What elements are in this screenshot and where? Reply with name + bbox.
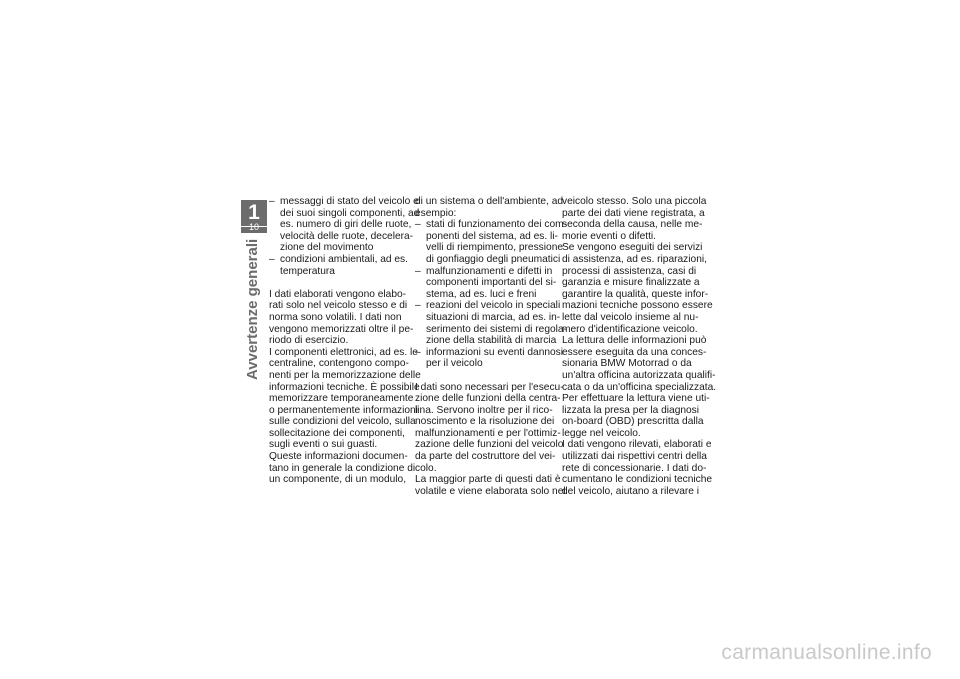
- bullet-line: – condizioni ambientali, ad es.: [269, 254, 417, 266]
- text-column-3: [562, 196, 717, 497]
- chapter-number: 1: [248, 201, 260, 224]
- text-line: di assistenza, ad es. riparazioni,: [562, 253, 707, 265]
- text-line: cumentano le condizioni tecniche: [562, 474, 713, 486]
- text-line: del veicolo, aiutano a rilevare i: [562, 485, 700, 497]
- text-line: colo.: [415, 462, 437, 474]
- text-line: La maggior parte di questi dati è: [415, 474, 561, 486]
- text-line: da parte del costruttore del vei-: [415, 451, 556, 463]
- bullet-line: – informazioni su eventi dannosi: [415, 347, 563, 359]
- text-line: un componente, di un modulo,: [269, 474, 407, 486]
- text-line: stema, ad es. luci e freni: [426, 288, 537, 300]
- text-line: temperatura: [280, 265, 335, 277]
- text-line: veicolo stesso. Solo una piccola: [562, 196, 707, 207]
- text-line: es. numero di giri delle ruote,: [280, 219, 412, 231]
- text-line: I dati vengono rilevati, elaborati e: [562, 439, 712, 451]
- text-line: zione della stabilità di marcia: [426, 335, 557, 347]
- text-line: Per effettuare la lettura viene uti-: [562, 393, 710, 405]
- text-line: noscimento e la risoluzione dei: [415, 416, 555, 428]
- text-line: Se vengono eseguiti dei servizi: [562, 242, 703, 254]
- text-line: o permanentemente informazioni: [269, 404, 418, 416]
- text-line: cata o da un'officina specializzata.: [562, 381, 717, 393]
- bullet-line: – messaggi di stato del veicolo e: [269, 196, 417, 208]
- text-line: centraline, contengono compo-: [269, 358, 409, 370]
- text-line: garantire la qualità, queste infor-: [562, 288, 709, 300]
- text-line: norma sono volatili. I dati non: [269, 311, 402, 323]
- text-line: mero d'identificazione veicolo.: [562, 323, 698, 335]
- text-line: mazioni tecniche possono essere: [562, 300, 713, 312]
- text-line: esempio:: [415, 207, 457, 219]
- text-line: un'altra officina autorizzata qualifi-: [562, 369, 716, 381]
- text-line: situazioni di marcia, ad es. in-: [426, 311, 561, 323]
- text-line: vengono memorizzati oltre il pe-: [269, 323, 414, 335]
- text-line: legge nel veicolo.: [562, 427, 641, 439]
- text-line: I dati elaborati vengono elabo-: [269, 288, 407, 300]
- text-line: riodo di esercizio.: [269, 335, 349, 347]
- text-column-1: [269, 196, 421, 486]
- text-line: componenti importanti del si-: [426, 277, 557, 289]
- text-line: per il veicolo: [426, 358, 483, 370]
- bullet-line: – reazioni del veicolo in speciali: [415, 300, 563, 312]
- text-line: zazione delle funzioni del veicolo: [415, 439, 564, 451]
- text-line: velli di riempimento, pressione: [426, 242, 564, 254]
- paragraph-gap: [415, 370, 563, 382]
- text-line: dei suoi singoli componenti, ad: [280, 207, 420, 219]
- page-number: 10: [248, 222, 259, 232]
- text-line: garanzia e misure finalizzate a: [562, 277, 700, 289]
- text-line: on-board (OBD) prescritta dalla: [562, 416, 704, 428]
- text-line: malfunzionamenti e per l'ottimiz-: [415, 427, 561, 439]
- text-line: volatile e viene elaborata solo nel: [415, 485, 566, 497]
- text-line: di un sistema o dell'ambiente, ad: [415, 196, 564, 207]
- bullet-line: – malfunzionamenti e difetti in: [415, 266, 563, 278]
- text-line: lizzata la presa per la diagnosi: [562, 404, 700, 416]
- text-line: parte dei dati viene registrata, a: [562, 207, 705, 219]
- bullet-line: – stati di funzionamento dei com-: [415, 219, 563, 231]
- paragraph-gap: [269, 277, 417, 289]
- chapter-tab: [241, 200, 267, 233]
- text-line: rete di concessionarie. I dati do-: [562, 462, 707, 474]
- text-line: sollecitazione dei componenti,: [269, 427, 405, 439]
- text-line: serimento dei sistemi di regola-: [426, 323, 567, 335]
- text-line: informazioni tecniche. È possibile: [269, 381, 420, 393]
- text-line: zione delle funzioni della centra-: [415, 393, 561, 405]
- section-title: Avvertenze generali: [244, 238, 261, 380]
- text-line: nenti per la memorizzazione delle: [269, 369, 421, 381]
- text-line: sugli eventi o sui guasti.: [269, 439, 378, 451]
- text-line: ponenti del sistema, ad es. li-: [426, 230, 558, 242]
- text-line: essere eseguita da una conces-: [562, 346, 707, 358]
- text-line: di gonfiaggio degli pneumatici: [426, 253, 561, 265]
- text-line: zione del movimento: [280, 242, 374, 254]
- text-line: Queste informazioni documen-: [269, 451, 408, 463]
- watermark: carmanualsonline.info: [721, 641, 932, 664]
- text-line: velocità delle ruote, decelera-: [280, 230, 414, 242]
- text-line: sulle condizioni del veicolo, sulla: [269, 416, 416, 428]
- text-line: I componenti elettronici, ad es. le: [269, 346, 418, 358]
- text-column-2: [415, 196, 567, 497]
- text-line: lina. Servono inoltre per il rico-: [415, 404, 553, 416]
- text-line: memorizzare temporaneamente: [269, 393, 414, 405]
- text-line: I dati sono necessari per l'esecu-: [415, 381, 564, 393]
- text-line: rati solo nel veicolo stesso e di: [269, 300, 408, 312]
- text-line: lette dal veicolo insieme al nu-: [562, 311, 699, 323]
- text-line: seconda della causa, nelle me-: [562, 219, 703, 231]
- text-line: La lettura delle informazioni può: [562, 335, 707, 347]
- text-line: processi di assistenza, casi di: [562, 265, 697, 277]
- text-line: morie eventi o difetti.: [562, 230, 656, 242]
- text-line: utilizzati dai rispettivi centri della: [562, 451, 707, 463]
- text-line: sionaria BMW Motorrad o da: [562, 358, 692, 370]
- text-line: tano in generale la condizione di: [269, 462, 416, 474]
